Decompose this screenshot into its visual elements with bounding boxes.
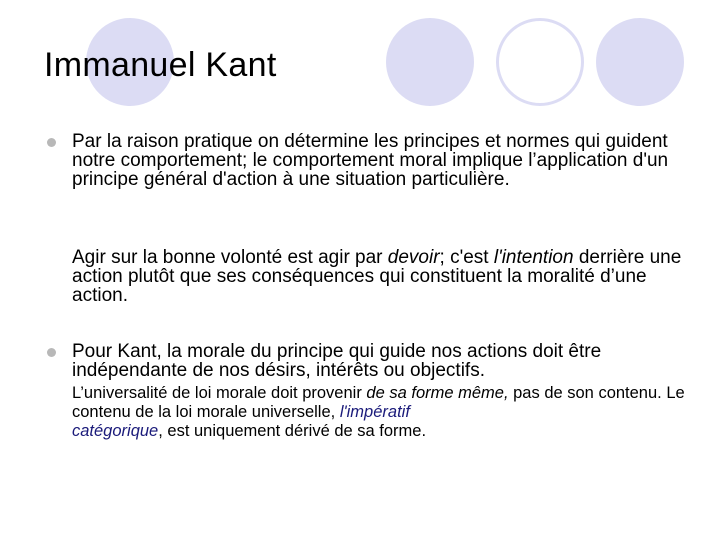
paragraph-2-emphasis-intention: l'intention — [493, 247, 574, 268]
bullet-1 — [47, 138, 56, 147]
bullet-2 — [47, 348, 56, 357]
decorative-circle-4 — [596, 18, 684, 106]
paragraph-2-emphasis-devoir: devoir — [387, 247, 440, 268]
paragraph-4-text-1: L’universalité de loi morale doit provenir — [72, 384, 367, 402]
slide-title: Immanuel Kant — [44, 46, 277, 84]
paragraph-3: Pour Kant, la morale du principe qui guide nos actions doit être indépendante de nos désirs, intérêts ou objectifs. — [72, 341, 602, 381]
paragraph-4 — [72, 384, 702, 441]
paragraph-4-emphasis-categorique: catégorique — [72, 422, 159, 440]
paragraph-2-text-1: Agir sur la bonne volonté est agir par — [72, 247, 388, 268]
paragraph-4-text-2: pas de son contenu. Le contenu de la loi morale universelle, — [72, 384, 685, 421]
paragraph-4-emphasis-imperatif: l'impératif — [339, 403, 410, 421]
decorative-circle-2 — [386, 18, 474, 106]
paragraph-4-text-3: , est uniquement dérivé de sa forme. — [158, 422, 427, 440]
paragraph-2-text-3: derrière une action plutôt que ses conséquences qui constituent la moralité d’une action. — [72, 247, 682, 306]
paragraph-2 — [72, 248, 692, 305]
paragraph-1: Par la raison pratique on détermine les principes et normes qui guident notre comportement; le comportement moral implique l’application d'un principe général d'action à une situation particulière. — [72, 131, 669, 190]
paragraph-2-text-2: ; c'est — [439, 247, 494, 268]
decorative-circle-3 — [496, 18, 584, 106]
paragraph-4-emphasis-forme: de sa forme même, — [366, 384, 509, 402]
